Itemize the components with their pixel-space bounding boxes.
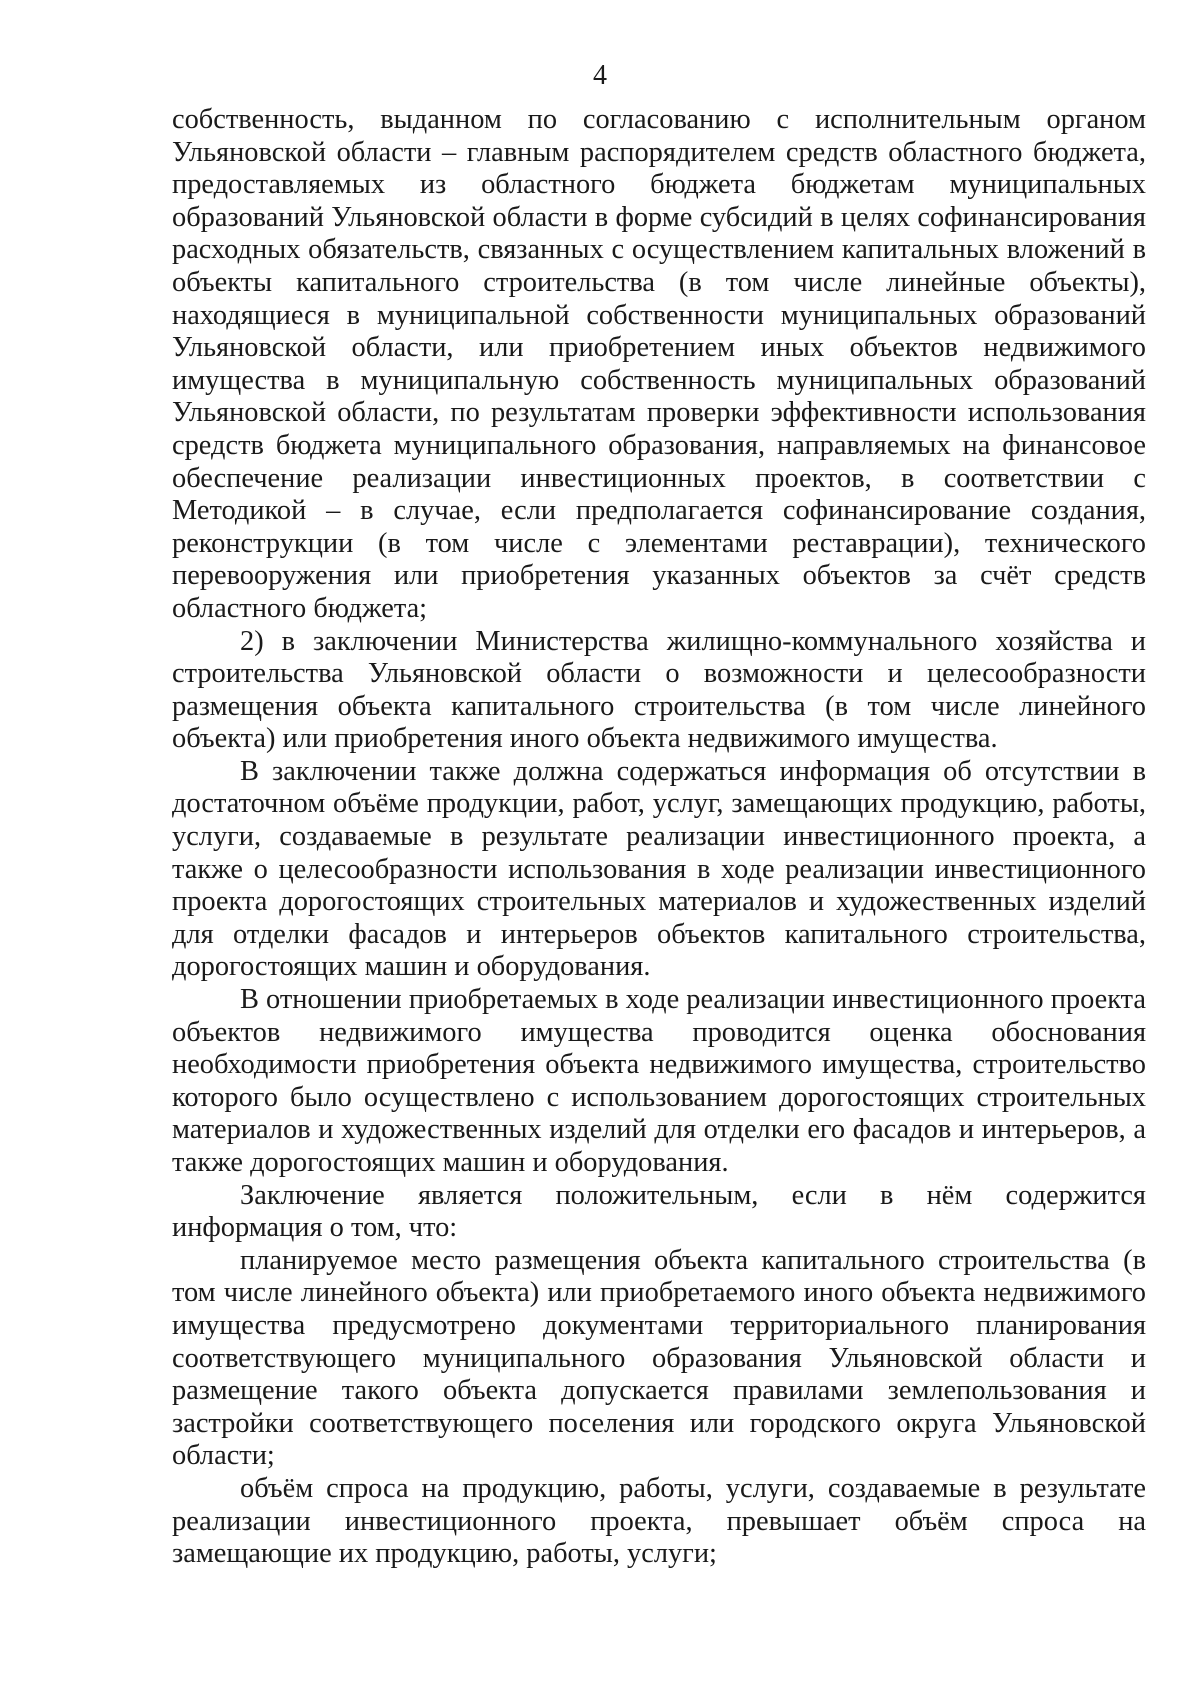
paragraph-planned-location: планируемое место размещения объекта капитального строительства (в том числе линейного объекта) или приобретаемого иного объекта недвижимого имущества предусмотрено документами территориального планирования соответствующего муниципального образования Ульяновской области и размещение такого объекта допускается правилами землепользования и застройки соответствующего поселения или городского округа Ульяновской области; (172, 1244, 1146, 1472)
paragraph-conclusion-content: В заключении также должна содержаться информация об отсутствии в достаточном объёме продукции, работ, услуг, замещающих продукцию, работы, услуги, создаваемые в результате реализации инвестиционного проекта, а также о целесообразности использования в ходе реализации инвестиционного проекта дорогостоящих строительных материалов и художественных изделий для отделки фасадов и интерьеров объектов капитального строительства, дорогостоящих машин и оборудования. (172, 755, 1146, 983)
paragraph-acquired-objects: В отношении приобретаемых в ходе реализации инвестиционного проекта объектов недвижимого имущества проводится оценка обоснования необходимости приобретения объекта недвижимого имущества, строительство которого было осуществлено с использованием дорогостоящих строительных материалов и художественных изделий для отделки его фасадов и интерьеров, а также дорогостоящих машин и оборудования. (172, 984, 1146, 1178)
paragraph-positive-conclusion: Заключение является положительным, если в нём содержится информация о том, что: (172, 1179, 1146, 1244)
page-number: 4 (593, 60, 607, 91)
paragraph-continuation: собственность, выданном по согласованию с исполнительным органом Ульяновской области – главным распорядителем средств областного бюджета, предоставляемых из областного бюджета бюджетам муниципальных образований Ульяновской области в форме субсидий в целях софинансирования расходных обязательств, связанных с осуществлением капитальных вложений в объекты капитального строительства (в том числе линейные объекты), находящиеся в муниципальной собственности муниципальных образований Ульяновской области, или приобретением иных объектов недвижимого имущества в муниципальную собственность муниципальных образований Ульяновской области, по результатам проверки эффективности использования средств бюджета муниципального образования, направляемых на финансовое обеспечение реализации инвестиционных проектов, в соответствии с Методикой – в случае, если предполагается софинансирование создания, реконструкции (в том числе с элементами реставрации), технического перевооружения или приобретения указанных объектов за счёт средств областного бюджета; (172, 104, 1146, 624)
document-body (172, 104, 1146, 1571)
paragraph-item-2: 2) в заключении Министерства жилищно-коммунального хозяйства и строительства Ульяновской области о возможности и целесообразности размещения объекта капитального строительства (в том числе линейного объекта) или приобретения иного объекта недвижимого имущества. (172, 625, 1146, 755)
paragraph-demand-volume: объём спроса на продукцию, работы, услуги, создаваемые в результате реализации инвестиционного проекта, превышает объём спроса на замещающие их продукцию, работы, услуги; (172, 1472, 1146, 1570)
